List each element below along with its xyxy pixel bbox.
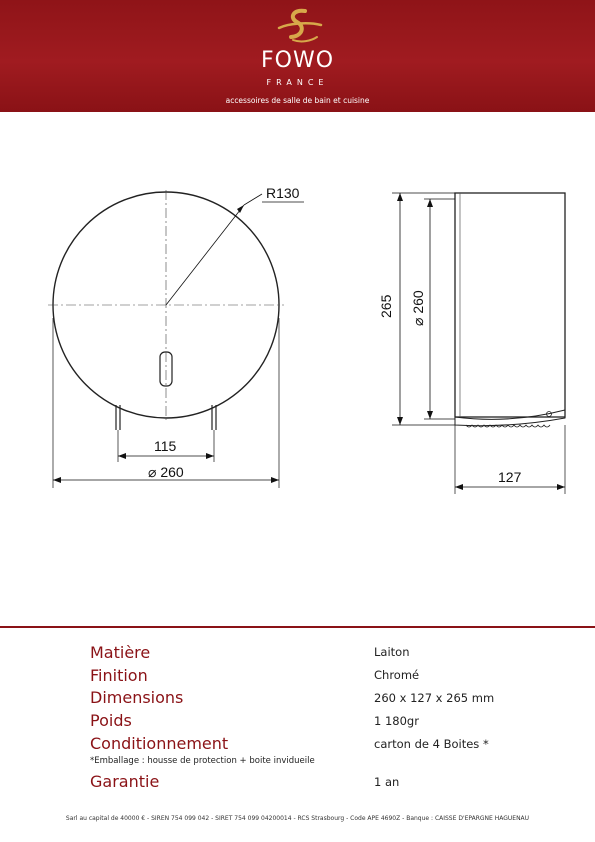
brand-tagline: accessoires de salle de bain et cuisine: [225, 96, 370, 105]
spec-value-finish: Chromé: [374, 668, 420, 682]
spec-value-weight: 1 180gr: [374, 714, 419, 728]
side-view: [392, 193, 565, 494]
spec-label-warranty: Garantie: [90, 772, 160, 791]
spec-value-material: Laiton: [374, 645, 410, 659]
packaging-footnote: *Emballage : housse de protection + boite invidueile: [90, 756, 315, 766]
side-diameter-label: ⌀ 260: [410, 290, 426, 326]
technical-drawing: [0, 112, 595, 617]
radius-label: R130: [266, 185, 300, 201]
spec-label-finish: Finition: [90, 666, 148, 685]
spec-label-weight: Poids: [90, 711, 132, 730]
side-height-label: 265: [378, 294, 394, 318]
fowo-logo-icon: [275, 6, 325, 48]
spec-value-packaging: carton de 4 Boites *: [374, 737, 489, 751]
brand-header: [0, 0, 595, 112]
front-diameter-label: ⌀ 260: [148, 464, 184, 480]
spec-label-material: Matière: [90, 643, 151, 662]
side-depth-label: 127: [498, 469, 522, 485]
legal-footer: Sarl au capital de 40000 € - SIREN 754 099 042 - SIRET 754 099 04200014 - RCS Strasbourg - Code APE 4690Z - Banque : CAISSE D'EPARGNE HAGUENAU: [65, 815, 530, 822]
spec-value-warranty: 1 an: [374, 775, 400, 789]
brand-name: FOWO: [260, 48, 335, 73]
section-divider: [0, 626, 595, 628]
spec-value-dimensions: 260 x 127 x 265 mm: [374, 691, 495, 705]
spec-label-dimensions: Dimensions: [90, 688, 184, 707]
spacing-label: 115: [154, 438, 177, 454]
brand-country: FRANCE: [266, 78, 329, 87]
spec-label-packaging: Conditionnement: [90, 734, 229, 753]
